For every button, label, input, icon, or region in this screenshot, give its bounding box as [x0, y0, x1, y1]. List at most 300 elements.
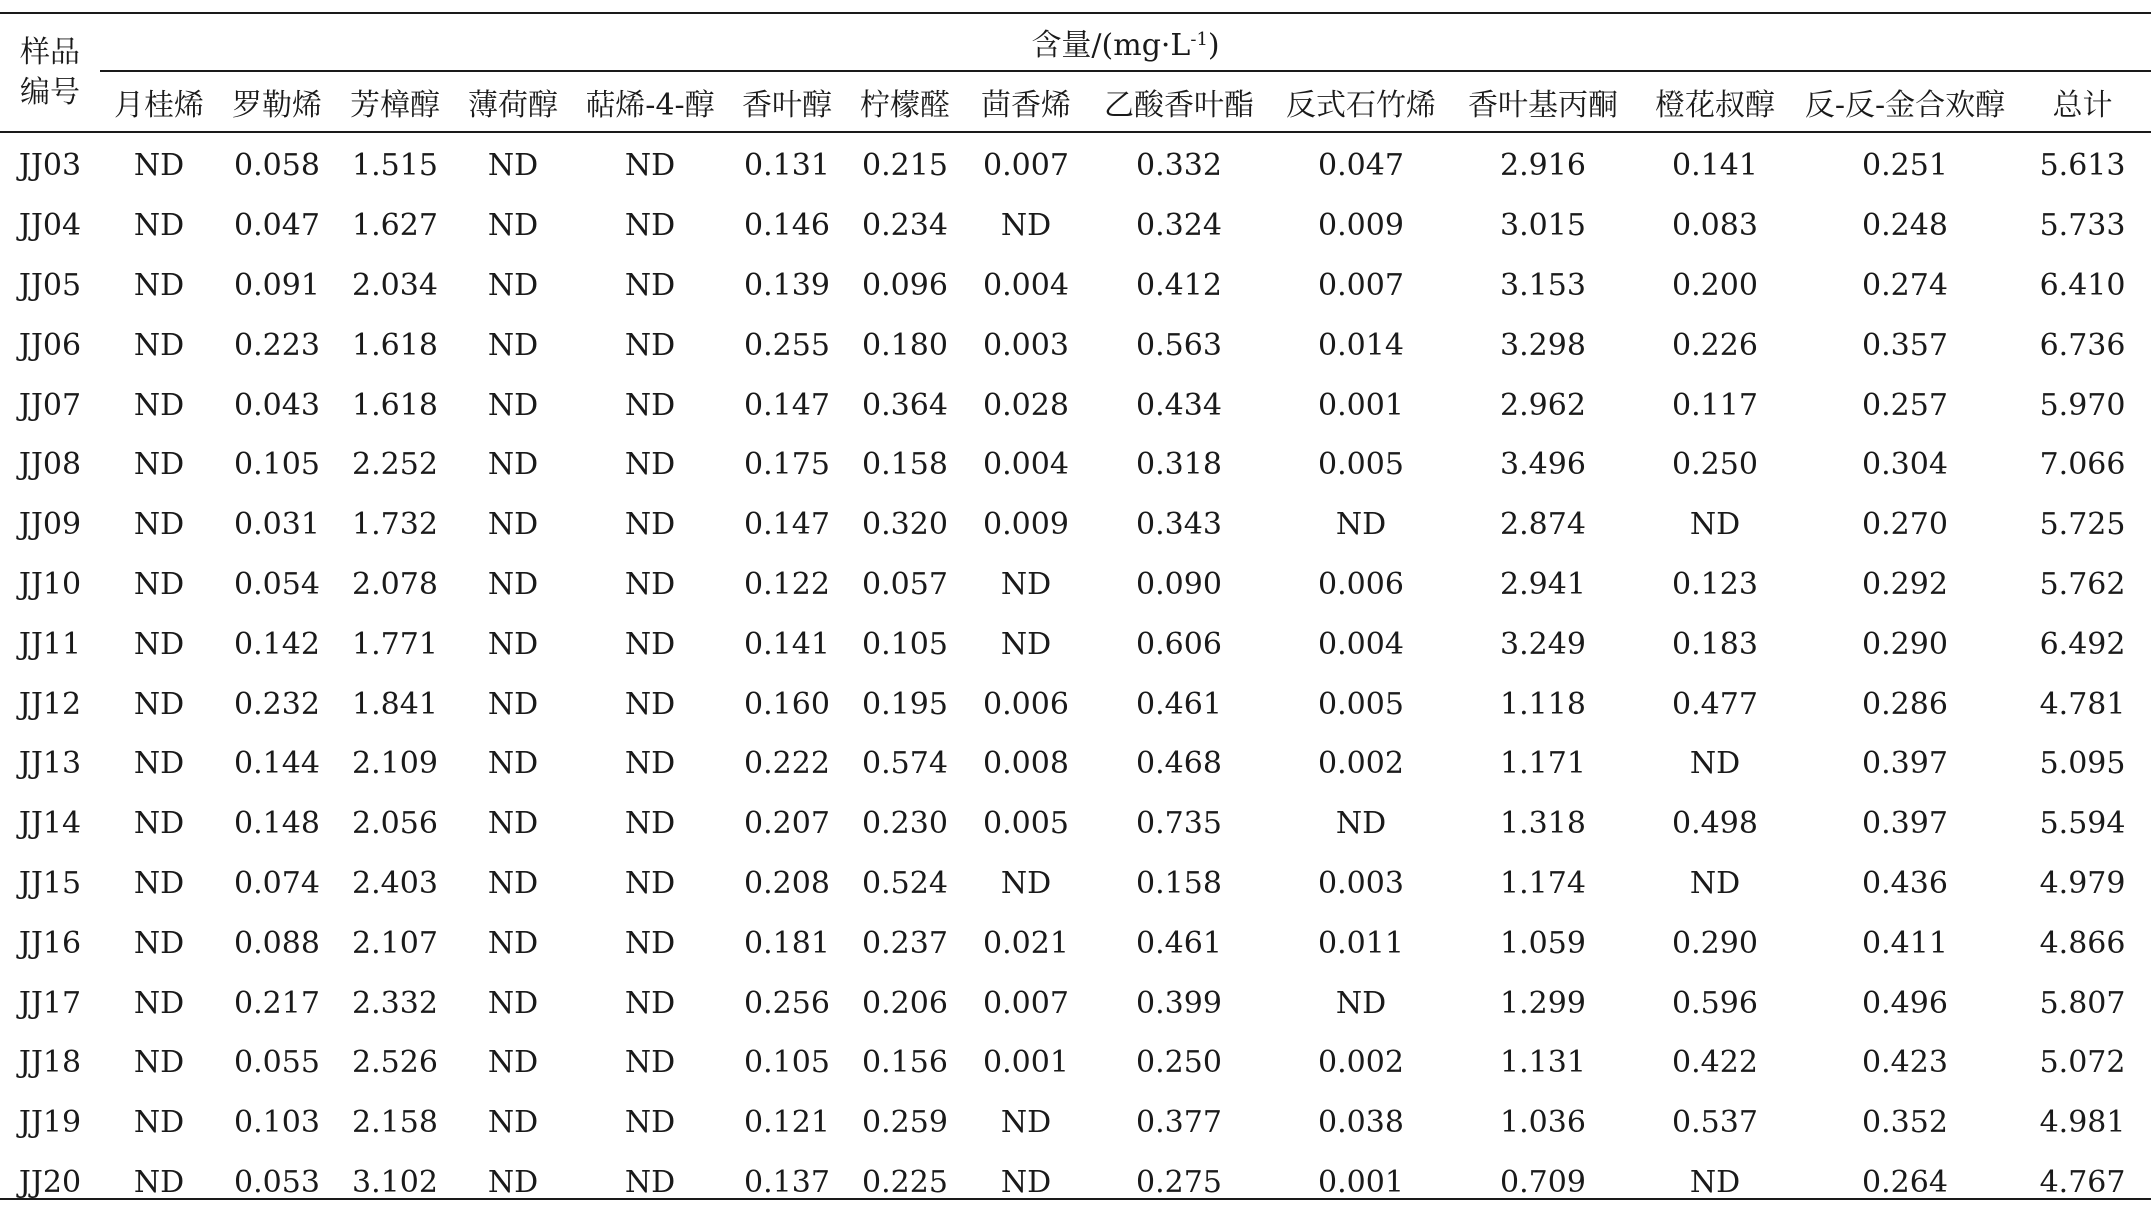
- sample-id-cell: JJ05: [18, 267, 82, 303]
- value-cell: ND: [624, 208, 676, 244]
- value-cell: ND: [133, 985, 185, 1021]
- column-header: 乙酸香叶酯: [1104, 88, 1254, 123]
- column-header: 柠檬醛: [860, 88, 950, 123]
- value-cell: 0.208: [744, 865, 830, 901]
- value-cell: ND: [1335, 985, 1387, 1021]
- value-cell: 0.399: [1136, 985, 1222, 1021]
- value-cell: 0.144: [234, 746, 320, 782]
- value-cell: 2.109: [352, 746, 438, 782]
- value-cell: 3.249: [1500, 626, 1586, 662]
- value-cell: ND: [487, 1164, 539, 1200]
- value-cell: 0.123: [1672, 566, 1758, 602]
- column-header-row: [0, 71, 2151, 132]
- value-cell: 0.047: [234, 208, 320, 244]
- value-cell: 0.477: [1672, 686, 1758, 722]
- value-cell: 1.618: [352, 387, 438, 423]
- value-cell: 0.215: [862, 148, 948, 184]
- sample-id-cell: JJ12: [18, 686, 82, 722]
- value-cell: 5.725: [2039, 507, 2126, 543]
- value-cell: 0.256: [744, 985, 830, 1021]
- value-cell: ND: [487, 686, 539, 722]
- value-cell: 5.613: [2039, 148, 2126, 184]
- column-header: 芳樟醇: [350, 88, 440, 123]
- table-row: [0, 256, 2151, 316]
- value-cell: ND: [487, 507, 539, 543]
- table-row: [0, 913, 2151, 973]
- value-cell: ND: [133, 1045, 185, 1081]
- value-cell: 0.148: [234, 806, 320, 842]
- column-header: 月桂烯: [114, 88, 204, 123]
- column-header: 总计: [2052, 88, 2113, 123]
- sample-id-cell: JJ09: [18, 507, 82, 543]
- value-cell: 2.916: [1500, 148, 1586, 184]
- table-row: [0, 495, 2151, 555]
- value-cell: ND: [487, 1045, 539, 1081]
- value-cell: 0.156: [862, 1045, 948, 1081]
- sample-id-cell: JJ07: [18, 387, 82, 423]
- value-cell: 0.117: [1672, 387, 1758, 423]
- column-header: 反式石竹烯: [1286, 88, 1436, 123]
- table-row: [0, 196, 2151, 256]
- value-cell: 0.286: [1862, 686, 1948, 722]
- value-cell: 1.515: [352, 148, 438, 184]
- value-cell: 0.004: [983, 447, 1069, 483]
- sample-id-cell: JJ03: [18, 148, 82, 184]
- value-cell: 0.232: [234, 686, 320, 722]
- value-cell: 0.038: [1318, 1105, 1404, 1141]
- value-cell: 0.131: [744, 148, 830, 184]
- value-cell: ND: [133, 566, 185, 602]
- value-cell: 0.009: [983, 507, 1069, 543]
- table-row: [0, 734, 2151, 794]
- value-cell: ND: [1000, 208, 1052, 244]
- value-cell: 5.807: [2039, 985, 2126, 1021]
- sample-header-line1: 样品: [20, 35, 80, 70]
- value-cell: ND: [133, 148, 185, 184]
- value-cell: 0.103: [234, 1105, 320, 1141]
- value-cell: 1.174: [1500, 865, 1586, 901]
- value-cell: 6.492: [2039, 626, 2126, 662]
- value-cell: 1.036: [1500, 1105, 1586, 1141]
- value-cell: 1.771: [352, 626, 438, 662]
- value-cell: ND: [1000, 865, 1052, 901]
- value-cell: 0.121: [744, 1105, 830, 1141]
- value-cell: 0.009: [1318, 208, 1404, 244]
- value-cell: 0.304: [1862, 447, 1948, 483]
- table-row: [0, 132, 2151, 196]
- group-header-close: ): [1207, 28, 1220, 63]
- value-cell: 0.412: [1136, 267, 1222, 303]
- value-cell: 0.090: [1136, 566, 1222, 602]
- value-cell: 0.364: [862, 387, 948, 423]
- value-cell: 0.709: [1500, 1164, 1586, 1200]
- value-cell: ND: [487, 925, 539, 961]
- value-cell: 4.866: [2039, 925, 2126, 961]
- value-cell: 0.031: [234, 507, 320, 543]
- value-cell: 0.320: [862, 507, 948, 543]
- value-cell: 0.225: [862, 1164, 948, 1200]
- value-cell: 0.146: [744, 208, 830, 244]
- value-cell: ND: [624, 387, 676, 423]
- value-cell: ND: [133, 626, 185, 662]
- value-cell: 0.596: [1672, 985, 1758, 1021]
- value-cell: 0.180: [862, 327, 948, 363]
- sample-id-cell: JJ06: [18, 327, 82, 363]
- value-cell: 0.175: [744, 447, 830, 483]
- sample-id-cell: JJ08: [18, 447, 82, 483]
- value-cell: 0.422: [1672, 1045, 1758, 1081]
- value-cell: ND: [133, 925, 185, 961]
- value-cell: 1.732: [352, 507, 438, 543]
- value-cell: 0.496: [1862, 985, 1948, 1021]
- value-cell: 0.047: [1318, 148, 1404, 184]
- table-row: [0, 435, 2151, 495]
- value-cell: ND: [624, 327, 676, 363]
- sample-id-cell: JJ17: [18, 985, 82, 1021]
- value-cell: 2.403: [352, 865, 438, 901]
- value-cell: 0.274: [1862, 267, 1948, 303]
- value-cell: 0.004: [983, 267, 1069, 303]
- value-cell: 4.981: [2039, 1105, 2126, 1141]
- value-cell: 0.006: [983, 686, 1069, 722]
- value-cell: 6.410: [2039, 267, 2126, 303]
- value-cell: 0.257: [1862, 387, 1948, 423]
- value-cell: 1.299: [1500, 985, 1586, 1021]
- value-cell: ND: [133, 507, 185, 543]
- value-cell: 0.122: [744, 566, 830, 602]
- value-cell: 0.001: [983, 1045, 1069, 1081]
- value-cell: 0.158: [862, 447, 948, 483]
- value-cell: 0.563: [1136, 327, 1222, 363]
- value-cell: ND: [624, 806, 676, 842]
- value-cell: 0.158: [1136, 865, 1222, 901]
- value-cell: 0.028: [983, 387, 1069, 423]
- sample-id-cell: JJ18: [18, 1045, 82, 1081]
- value-cell: 0.141: [744, 626, 830, 662]
- value-cell: ND: [624, 507, 676, 543]
- value-cell: ND: [624, 267, 676, 303]
- value-cell: 2.158: [352, 1105, 438, 1141]
- value-cell: 0.377: [1136, 1105, 1222, 1141]
- value-cell: 0.011: [1318, 925, 1404, 961]
- table-row: [0, 614, 2151, 674]
- value-cell: 0.324: [1136, 208, 1222, 244]
- value-cell: 0.423: [1862, 1045, 1948, 1081]
- value-cell: 0.183: [1672, 626, 1758, 662]
- value-cell: ND: [133, 1164, 185, 1200]
- value-cell: ND: [133, 447, 185, 483]
- value-cell: ND: [487, 626, 539, 662]
- column-header: 薄荷醇: [468, 88, 558, 123]
- value-cell: 0.055: [234, 1045, 320, 1081]
- value-cell: ND: [1000, 626, 1052, 662]
- sample-id-cell: JJ14: [18, 806, 82, 842]
- value-cell: 0.270: [1862, 507, 1948, 543]
- table-row: [0, 973, 2151, 1033]
- value-cell: 0.007: [1318, 267, 1404, 303]
- value-cell: ND: [487, 447, 539, 483]
- value-cell: 2.252: [352, 447, 438, 483]
- value-cell: 0.091: [234, 267, 320, 303]
- sample-id-cell: JJ16: [18, 925, 82, 961]
- value-cell: ND: [624, 1105, 676, 1141]
- value-cell: 3.298: [1500, 327, 1586, 363]
- value-cell: 0.142: [234, 626, 320, 662]
- value-cell: 2.332: [352, 985, 438, 1021]
- value-cell: ND: [133, 1105, 185, 1141]
- value-cell: ND: [487, 746, 539, 782]
- content-group-header: [100, 14, 2151, 71]
- value-cell: ND: [1000, 566, 1052, 602]
- value-cell: 0.230: [862, 806, 948, 842]
- table-row: [0, 555, 2151, 615]
- value-cell: 3.015: [1500, 208, 1586, 244]
- value-cell: 2.034: [352, 267, 438, 303]
- table-row: [0, 1033, 2151, 1093]
- value-cell: 0.292: [1862, 566, 1948, 602]
- value-cell: 0.248: [1862, 208, 1948, 244]
- value-cell: ND: [624, 626, 676, 662]
- value-cell: 2.941: [1500, 566, 1586, 602]
- value-cell: 2.078: [352, 566, 438, 602]
- table-row: [0, 674, 2151, 734]
- value-cell: 0.207: [744, 806, 830, 842]
- value-cell: ND: [487, 1105, 539, 1141]
- sample-id-cell: JJ10: [18, 566, 82, 602]
- table-row: [0, 794, 2151, 854]
- value-cell: ND: [487, 327, 539, 363]
- value-cell: ND: [487, 985, 539, 1021]
- value-cell: 2.874: [1500, 507, 1586, 543]
- value-cell: 0.147: [744, 507, 830, 543]
- value-cell: 0.001: [1318, 387, 1404, 423]
- value-cell: ND: [624, 746, 676, 782]
- value-cell: 4.979: [2039, 865, 2126, 901]
- sample-id-header: [0, 14, 100, 132]
- value-cell: 0.008: [983, 746, 1069, 782]
- value-cell: ND: [624, 1164, 676, 1200]
- value-cell: ND: [624, 566, 676, 602]
- value-cell: 0.147: [744, 387, 830, 423]
- value-cell: 1.318: [1500, 806, 1586, 842]
- value-cell: 2.107: [352, 925, 438, 961]
- value-cell: ND: [1335, 806, 1387, 842]
- sample-id-cell: JJ19: [18, 1105, 82, 1141]
- value-cell: 0.259: [862, 1105, 948, 1141]
- value-cell: 5.970: [2039, 387, 2126, 423]
- value-cell: ND: [133, 806, 185, 842]
- value-cell: 0.007: [983, 985, 1069, 1021]
- value-cell: ND: [133, 208, 185, 244]
- value-cell: ND: [624, 985, 676, 1021]
- value-cell: 0.007: [983, 148, 1069, 184]
- value-cell: 0.222: [744, 746, 830, 782]
- value-cell: 0.005: [1318, 686, 1404, 722]
- value-cell: ND: [1689, 746, 1741, 782]
- value-cell: 0.096: [862, 267, 948, 303]
- value-cell: 0.014: [1318, 327, 1404, 363]
- value-cell: ND: [487, 148, 539, 184]
- value-cell: ND: [624, 447, 676, 483]
- value-cell: 0.057: [862, 566, 948, 602]
- value-cell: ND: [133, 327, 185, 363]
- value-cell: 0.001: [1318, 1164, 1404, 1200]
- value-cell: ND: [624, 148, 676, 184]
- value-cell: 0.397: [1862, 806, 1948, 842]
- value-cell: 0.318: [1136, 447, 1222, 483]
- group-header-text: 含量/(mg·L: [1031, 28, 1191, 63]
- value-cell: 0.735: [1136, 806, 1222, 842]
- value-cell: ND: [1000, 1164, 1052, 1200]
- value-cell: ND: [1689, 865, 1741, 901]
- value-cell: ND: [1689, 1164, 1741, 1200]
- value-cell: 0.234: [862, 208, 948, 244]
- value-cell: 0.524: [862, 865, 948, 901]
- column-header: 香叶醇: [742, 88, 832, 123]
- value-cell: 0.498: [1672, 806, 1758, 842]
- table-row: [0, 854, 2151, 914]
- value-cell: 0.005: [1318, 447, 1404, 483]
- value-cell: 0.290: [1672, 925, 1758, 961]
- value-cell: 1.841: [352, 686, 438, 722]
- value-cell: 3.153: [1500, 267, 1586, 303]
- value-cell: 0.217: [234, 985, 320, 1021]
- value-cell: 5.594: [2039, 806, 2126, 842]
- value-cell: 1.171: [1500, 746, 1586, 782]
- value-cell: 2.526: [352, 1045, 438, 1081]
- value-cell: 0.137: [744, 1164, 830, 1200]
- value-cell: 0.397: [1862, 746, 1948, 782]
- value-cell: 0.003: [983, 327, 1069, 363]
- value-cell: 0.250: [1136, 1045, 1222, 1081]
- value-cell: 0.002: [1318, 746, 1404, 782]
- value-cell: 0.332: [1136, 148, 1222, 184]
- value-cell: 0.195: [862, 686, 948, 722]
- value-cell: 0.053: [234, 1164, 320, 1200]
- value-cell: 0.411: [1862, 925, 1948, 961]
- value-cell: 0.058: [234, 148, 320, 184]
- column-header: 反-反-金合欢醇: [1804, 88, 2006, 123]
- value-cell: 1.118: [1500, 686, 1586, 722]
- value-cell: 1.059: [1500, 925, 1586, 961]
- column-header: 茴香烯: [981, 88, 1071, 123]
- value-cell: 0.468: [1136, 746, 1222, 782]
- column-header: 罗勒烯: [232, 88, 322, 123]
- value-cell: ND: [487, 267, 539, 303]
- value-cell: 0.002: [1318, 1045, 1404, 1081]
- value-cell: 0.141: [1672, 148, 1758, 184]
- value-cell: 0.206: [862, 985, 948, 1021]
- value-cell: 7.066: [2039, 447, 2126, 483]
- value-cell: 0.074: [234, 865, 320, 901]
- value-cell: 1.618: [352, 327, 438, 363]
- value-cell: ND: [1335, 507, 1387, 543]
- sample-header-line2: 编号: [20, 75, 80, 110]
- group-header-superscript: -1: [1190, 29, 1208, 50]
- value-cell: 0.343: [1136, 507, 1222, 543]
- value-cell: 0.436: [1862, 865, 1948, 901]
- value-cell: 0.434: [1136, 387, 1222, 423]
- value-cell: ND: [133, 746, 185, 782]
- value-cell: 0.606: [1136, 626, 1222, 662]
- value-cell: 0.004: [1318, 626, 1404, 662]
- value-cell: 5.072: [2039, 1045, 2126, 1081]
- value-cell: 0.105: [862, 626, 948, 662]
- value-cell: 0.088: [234, 925, 320, 961]
- value-cell: 1.627: [352, 208, 438, 244]
- value-cell: 0.357: [1862, 327, 1948, 363]
- value-cell: 0.255: [744, 327, 830, 363]
- value-cell: 0.139: [744, 267, 830, 303]
- value-cell: 0.006: [1318, 566, 1404, 602]
- value-cell: 5.095: [2039, 746, 2126, 782]
- value-cell: ND: [1689, 507, 1741, 543]
- value-cell: 0.461: [1136, 686, 1222, 722]
- value-cell: ND: [624, 865, 676, 901]
- sample-id-cell: JJ11: [18, 626, 82, 662]
- sample-id-cell: JJ13: [18, 746, 82, 782]
- sample-id-cell: JJ20: [18, 1164, 82, 1200]
- table-row: [0, 1093, 2151, 1153]
- value-cell: 0.250: [1672, 447, 1758, 483]
- value-cell: 0.054: [234, 566, 320, 602]
- value-cell: ND: [487, 806, 539, 842]
- value-cell: 0.251: [1862, 148, 1948, 184]
- value-cell: 5.762: [2039, 566, 2126, 602]
- value-cell: 0.021: [983, 925, 1069, 961]
- value-cell: ND: [133, 865, 185, 901]
- value-cell: 0.352: [1862, 1105, 1948, 1141]
- value-cell: ND: [624, 925, 676, 961]
- value-cell: ND: [133, 387, 185, 423]
- value-cell: 2.962: [1500, 387, 1586, 423]
- value-cell: 0.226: [1672, 327, 1758, 363]
- value-cell: ND: [624, 1045, 676, 1081]
- value-cell: ND: [133, 267, 185, 303]
- value-cell: 0.537: [1672, 1105, 1758, 1141]
- value-cell: 0.083: [1672, 208, 1758, 244]
- value-cell: 0.005: [983, 806, 1069, 842]
- data-table: [0, 14, 2151, 1212]
- value-cell: 0.574: [862, 746, 948, 782]
- column-header: 橙花叔醇: [1655, 88, 1775, 123]
- value-cell: 0.275: [1136, 1164, 1222, 1200]
- value-cell: 0.160: [744, 686, 830, 722]
- value-cell: ND: [487, 865, 539, 901]
- value-cell: 4.781: [2039, 686, 2126, 722]
- value-cell: 3.102: [352, 1164, 438, 1200]
- value-cell: 6.736: [2039, 327, 2126, 363]
- value-cell: ND: [624, 686, 676, 722]
- value-cell: 3.496: [1500, 447, 1586, 483]
- table-body: [0, 132, 2151, 1212]
- value-cell: 2.056: [352, 806, 438, 842]
- value-cell: ND: [133, 686, 185, 722]
- value-cell: ND: [487, 208, 539, 244]
- value-cell: 0.043: [234, 387, 320, 423]
- sample-id-cell: JJ04: [18, 208, 82, 244]
- value-cell: 0.223: [234, 327, 320, 363]
- value-cell: 4.767: [2039, 1164, 2126, 1200]
- value-cell: ND: [487, 566, 539, 602]
- value-cell: 0.200: [1672, 267, 1758, 303]
- table-row: [0, 375, 2151, 435]
- value-cell: 0.461: [1136, 925, 1222, 961]
- value-cell: 0.105: [234, 447, 320, 483]
- table-row: [0, 1153, 2151, 1212]
- table-row: [0, 315, 2151, 375]
- column-header: 萜烯-4-醇: [585, 88, 715, 123]
